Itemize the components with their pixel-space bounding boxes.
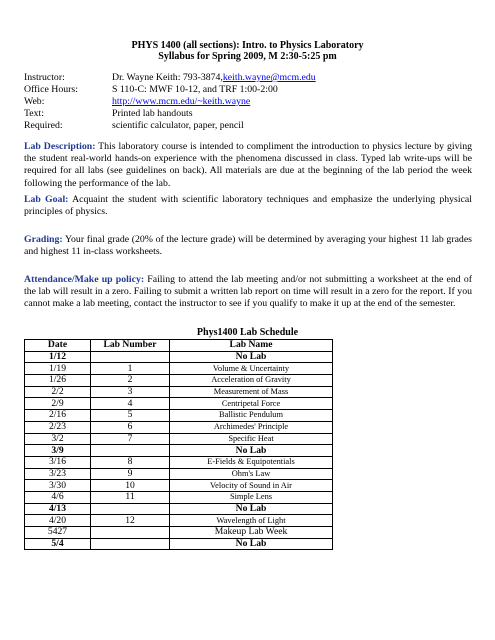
cell-date: 3/16 [25,456,91,468]
cell-date: 2/16 [25,410,91,422]
info-label: Text: [24,108,44,119]
cell-lab-name: No Lab [170,445,333,457]
info-label: Web: [24,96,45,107]
info-row-required [24,120,316,132]
lab-description-heading: Lab Description: [24,141,96,152]
course-title: PHYS 1400 (all sections): Intro. to Physics Laboratory [131,40,364,51]
cell-lab-name: No Lab [170,351,333,363]
cell-lab-name: Centripetal Force [170,398,333,410]
attendance-text: Failing to attend the lab meeting and/or not submitting a worksheet at the end of the lab will result in a zero. Failing to submit a written lab report on time will result in a zero for the report. If you cannot make a lab meeting, contact the instructor to see if you qualify to make it up at the end of the semester. [24,274,472,310]
table-row [25,491,333,503]
cell-lab-name: Archimedes' Principle [170,421,333,433]
info-row-web [24,96,316,108]
cell-date: 3/9 [25,445,91,457]
table-row [25,375,333,387]
course-info-block [24,72,316,132]
grading-text: Your final grade (20% of the lecture grade) will be determined by averaging your highest 11 lab grades and highest 11 in-class worksheets. [24,234,472,258]
info-label: Required: [24,120,63,131]
cell-lab-name: Makeup Lab Week [170,527,333,539]
table-row [25,445,333,457]
info-row-office-hours [24,84,316,96]
cell-lab-name: Volume & Uncertainty [170,363,333,375]
cell-lab-number: 6 [91,421,170,433]
table-row [25,515,333,527]
cell-lab-number: 1 [91,363,170,375]
cell-lab-name: Ohm's Law [170,468,333,480]
cell-lab-name: Velocity of Sound in Air [170,480,333,492]
cell-lab-number: 3 [91,386,170,398]
attendance-paragraph [24,274,472,311]
table-row [25,503,333,515]
grading-paragraph [24,234,472,258]
cell-date: 5427 [25,527,91,539]
cell-date: 3/2 [25,433,91,445]
syllabus-subtitle: Syllabus for Spring 2009, M 2:30-5:25 pm [158,51,337,62]
info-row-instructor [24,72,316,84]
table-row [25,351,333,363]
table-row [25,410,333,422]
table-row [25,538,333,550]
instructor-email-link[interactable]: keith.wayne@mcm.edu [222,72,316,83]
cell-lab-number [91,503,170,515]
table-row [25,480,333,492]
cell-lab-number: 5 [91,410,170,422]
cell-lab-number [91,445,170,457]
lab-description-paragraph [24,141,472,190]
cell-lab-name: Simple Lens [170,491,333,503]
attendance-heading: Attendance/Make up policy: [24,274,145,285]
table-row [25,468,333,480]
cell-lab-name: E-Fields & Equipotentials [170,456,333,468]
cell-date: 2/2 [25,386,91,398]
table-header-row [25,340,333,352]
table-row [25,398,333,410]
cell-date: 2/9 [25,398,91,410]
cell-date: 4/13 [25,503,91,515]
cell-lab-number: 8 [91,456,170,468]
cell-lab-number: 12 [91,515,170,527]
info-label: Office Hours: [24,84,78,95]
cell-date: 3/23 [25,468,91,480]
cell-lab-number: 2 [91,375,170,387]
cell-date: 1/19 [25,363,91,375]
table-row [25,456,333,468]
web-link[interactable]: http://www.mcm.edu/~keith.wayne [112,96,251,107]
cell-lab-name: No Lab [170,503,333,515]
lab-goal-text: Acquaint the student with scientific laboratory techniques and emphasize the underlying physical principles of physics. [24,194,473,218]
cell-lab-name: No Lab [170,538,333,550]
cell-lab-name: Specific Heat [170,433,333,445]
cell-lab-number [91,351,170,363]
cell-lab-number [91,538,170,550]
lab-description-text: This laboratory course is intended to compliment the introduction to physics lecture by giving the student real-world hands-on experience with the phenomena discussed in class. Typed lab write-ups will be required for all labs (see guidelines on back). All materials are due at the beginning of the lab period the week following the performance of the lab. [24,141,472,189]
cell-lab-number: 11 [91,491,170,503]
cell-lab-number: 4 [91,398,170,410]
column-header-lab-name: Lab Name [170,340,333,352]
lab-goal-paragraph [24,194,472,218]
column-header-date: Date [25,340,91,352]
cell-lab-name: Acceleration of Gravity [170,375,333,387]
cell-lab-number: 10 [91,480,170,492]
info-value: S 110-C: MWF 10-12, and TRF 1:00-2:00 [112,84,278,95]
table-row [25,433,333,445]
cell-lab-name: Wavelength of Light [170,515,333,527]
cell-date: 4/20 [25,515,91,527]
table-row [25,386,333,398]
info-value: Printed lab handouts [112,108,193,119]
cell-lab-name: Measurement of Mass [170,386,333,398]
table-row [25,421,333,433]
schedule-title: Phys1400 Lab Schedule [196,327,299,338]
info-label: Instructor: [24,72,65,83]
cell-date: 5/4 [25,538,91,550]
info-value: Dr. Wayne Keith: 793-3874, [112,72,223,83]
lab-schedule-table [24,339,333,550]
cell-date: 3/30 [25,480,91,492]
grading-heading: Grading: [24,234,63,245]
table-row [25,527,333,539]
cell-date: 4/6 [25,491,91,503]
cell-lab-number: 9 [91,468,170,480]
cell-date: 1/12 [25,351,91,363]
info-row-text [24,108,316,120]
cell-lab-name: Ballistic Pendulum [170,410,333,422]
column-header-lab-number: Lab Number [91,340,170,352]
lab-goal-heading: Lab Goal: [24,194,69,205]
cell-lab-number: 7 [91,433,170,445]
cell-date: 1/26 [25,375,91,387]
info-value: scientific calculator, paper, pencil [112,120,244,131]
cell-date: 2/23 [25,421,91,433]
cell-lab-number [91,527,170,539]
table-row [25,363,333,375]
